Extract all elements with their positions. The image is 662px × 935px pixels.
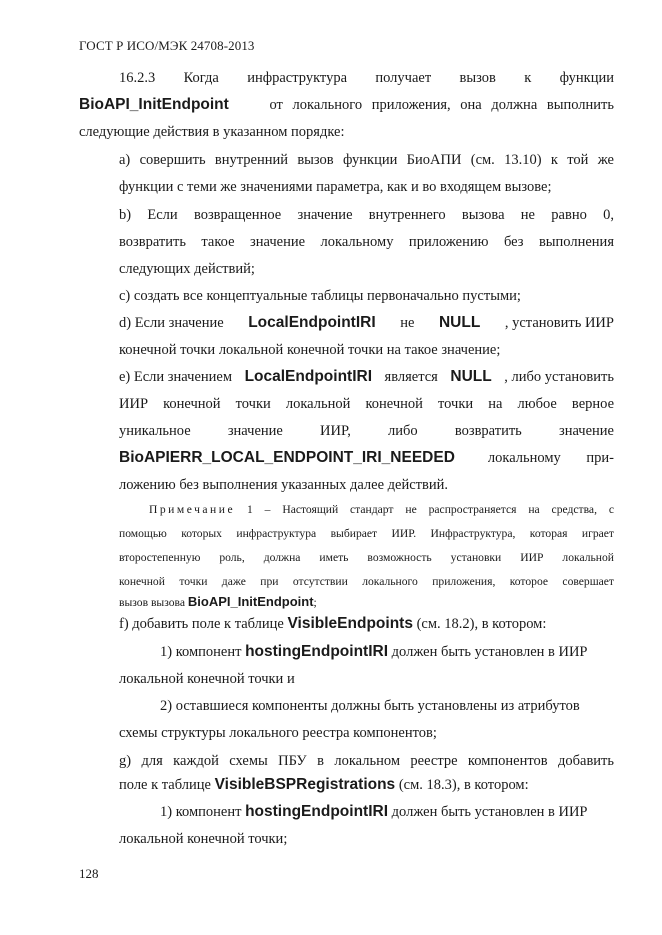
item-e-line-4 (119, 448, 614, 468)
item-f-sub-1-line-2: локальной конечной точки и (119, 671, 295, 687)
item-g-sub-1-text-a: 1) компонент (160, 804, 246, 820)
item-e-bold-2: NULL (450, 368, 492, 385)
document-header: ГОСТ Р ИСО/МЭК 24708-2013 (79, 38, 255, 53)
item-e-line-3: уникальное значение ИИР, либо возвратить значение (119, 423, 614, 439)
component-name: hostingEndpointIRI (245, 803, 389, 820)
item-d-line-1 (119, 313, 614, 333)
item-f-sub-1-text-c: должен быть установлен в ИИР (388, 644, 588, 660)
item-d-text-a: d) Если значение (119, 315, 224, 331)
item-f-sub-2-line-1: 2) оставшиеся компоненты должны быть установлены из атрибутов (160, 698, 580, 714)
item-b-line-3: следующих действий; (119, 261, 255, 277)
error-code: BioAPIERR_LOCAL_ENDPOINT_IRI_NEEDED (119, 449, 455, 466)
para-1-line-2-text: от локального приложения, она должна выполнить (269, 97, 614, 113)
item-f-line-1 (119, 614, 546, 634)
note-line-3: второстепенную роль, должна иметь возможность установки ИИР локальной (119, 551, 614, 564)
para-1-line-1: 16.2.3 Когда инфраструктура получает вызов к функции (119, 70, 614, 86)
note-line-5-end: ; (313, 596, 317, 609)
note-line-5-text: вызов вызова (119, 596, 188, 609)
item-g-sub-1-text-c: должен быть установлен в ИИР (388, 804, 588, 820)
item-d-line-2: конечной точки локальной конечной точки на такое значение; (119, 342, 501, 358)
note-line-4: конечной точки даже при отсутствии локального приложения, которое совершает (119, 575, 614, 588)
item-d-text-c: не (400, 315, 415, 331)
item-e-line-5: ложению без выполнения указанных далее действий. (119, 477, 448, 493)
item-f-sub-1-text-a: 1) компонент (160, 644, 246, 660)
item-e-line-1 (119, 367, 614, 387)
item-g-sub-1-line-1 (160, 802, 588, 822)
item-b-line-1: b) Если возвращенное значение внутреннего вызова не равно 0, (119, 207, 614, 223)
note-line-5 (119, 592, 317, 613)
note-function-name: BioAPI_InitEndpoint (187, 594, 314, 609)
item-g-line-2 (119, 775, 529, 795)
item-b-line-2: возвратить такое значение локальному приложению без выполнения (119, 234, 614, 250)
para-1-line-2 (79, 95, 614, 115)
item-g-sub-1-line-2: локальной конечной точки; (119, 831, 288, 847)
item-g-line-1: g) для каждой схемы ПБУ в локальном реестре компонентов добавить (119, 753, 614, 769)
item-c-line-1: c) создать все концептуальные таблицы первоначально пустыми; (119, 288, 521, 304)
item-e-line-4-text: локальному при- (487, 450, 614, 466)
note-line-1 (149, 500, 614, 520)
item-e-text-c: является (384, 369, 438, 385)
item-d-bold-2: NULL (438, 314, 481, 331)
item-f-text-c: (см. 18.2), в котором: (412, 616, 547, 632)
component-name: hostingEndpointIRI (245, 643, 389, 660)
item-e-text-a: e) Если значением (119, 369, 233, 385)
item-a-line-1: а) совершить внутренний вызов функции БиоАПИ (см. 13.10) к той же (119, 152, 614, 168)
para-1-line-3: следующие действия в указанном порядке: (79, 124, 345, 140)
item-d-bold-1: LocalEndpointIRI (248, 314, 376, 331)
item-e-text-d: , либо установить (504, 369, 614, 385)
function-name: BioAPI_InitEndpoint (79, 96, 229, 113)
item-e-bold-1: LocalEndpointIRI (244, 368, 372, 385)
note-label: Примечание (149, 503, 236, 516)
item-g-text-a: поле к таблице (119, 777, 215, 793)
item-f-sub-1-line-1 (160, 642, 588, 662)
item-e-line-2: ИИР конечной точки локальной конечной точки на любое верное (119, 396, 614, 412)
note-line-2: помощью которых инфраструктура выбирает ИИР. Инфраструктура, которая играет (119, 527, 614, 540)
item-f-sub-2-line-2: схемы структуры локального реестра компонентов; (119, 725, 437, 741)
item-d-text-d: , установить ИИР (504, 315, 614, 331)
note-line-1-text: 1 – Настоящий стандарт не распространяется на средства, с (235, 503, 614, 516)
page-number: 128 (79, 866, 99, 881)
item-g-text-c: (см. 18.3), в котором: (395, 777, 529, 793)
item-a-line-2: функции с теми же значениями параметра, как и во входящем вызове; (119, 179, 552, 195)
table-name-visible-bsp-registrations: VisibleBSPRegistrations (214, 776, 396, 793)
item-f-text-a: f) добавить поле к таблице (119, 616, 288, 632)
table-name-visible-endpoints: VisibleEndpoints (287, 615, 413, 632)
